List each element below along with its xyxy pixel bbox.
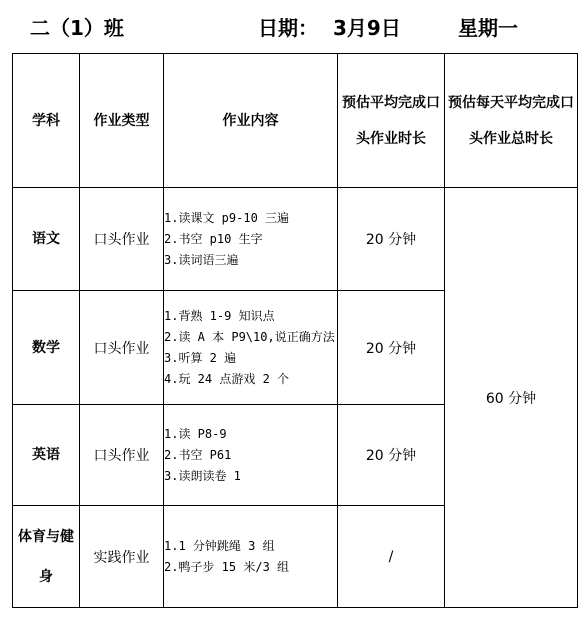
content-line: 1.读课文 p9-10 三遍 [164,210,290,225]
content-line: 3.听算 2 遍 [164,350,237,365]
time-cell: 20 分钟 [338,291,445,405]
subject-cell: 语文 [13,188,80,291]
table-row [13,188,578,291]
time-cell: / [338,506,445,608]
total-time-cell: 60 分钟 [445,188,578,608]
column-header-type: 作业类型 [80,54,164,188]
content-line: 1.1 分钟跳绳 3 组 [164,538,275,553]
weekday: 星期一 [458,16,518,40]
subject-cell: 英语 [13,405,80,506]
homework-table [12,53,578,608]
content-line: 2.读 A 本 P9\10,说正确方法 [164,329,335,344]
column-header-content: 作业内容 [164,54,338,188]
type-cell: 口头作业 [80,188,164,291]
subject-cell: 体育与健身 [13,506,80,608]
content-line: 2.鸭子步 15 米/3 组 [164,559,290,574]
type-cell: 口头作业 [80,405,164,506]
column-header-total-time: 预估每天平均完成口头作业总时长 [445,54,578,188]
content-cell [164,188,338,291]
content-cell [164,506,338,608]
time-cell: 20 分钟 [338,405,445,506]
content-line: 2.书空 p10 生字 [164,231,263,246]
content-cell [164,291,338,405]
content-line: 3.读朗读卷 1 [164,468,241,483]
column-header-estimated-time: 预估平均完成口头作业时长 [338,54,445,188]
time-cell: 20 分钟 [338,188,445,291]
class-name: 二（1）班 [30,16,124,40]
content-line: 1.背熟 1-9 知识点 [164,308,275,323]
subject-cell: 数学 [13,291,80,405]
content-line: 1.读 P8-9 [164,426,227,441]
page-header [0,8,588,40]
type-cell: 实践作业 [80,506,164,608]
table-header-row [13,54,578,188]
type-cell: 口头作业 [80,291,164,405]
date-label: 日期： [258,16,318,40]
column-header-subject: 学科 [13,54,80,188]
content-line: 2.书空 P61 [164,447,232,462]
content-line: 4.玩 24 点游戏 2 个 [164,371,290,386]
content-cell [164,405,338,506]
date-value: 3月9日 [333,16,401,40]
content-line: 3.读词语三遍 [164,252,239,267]
